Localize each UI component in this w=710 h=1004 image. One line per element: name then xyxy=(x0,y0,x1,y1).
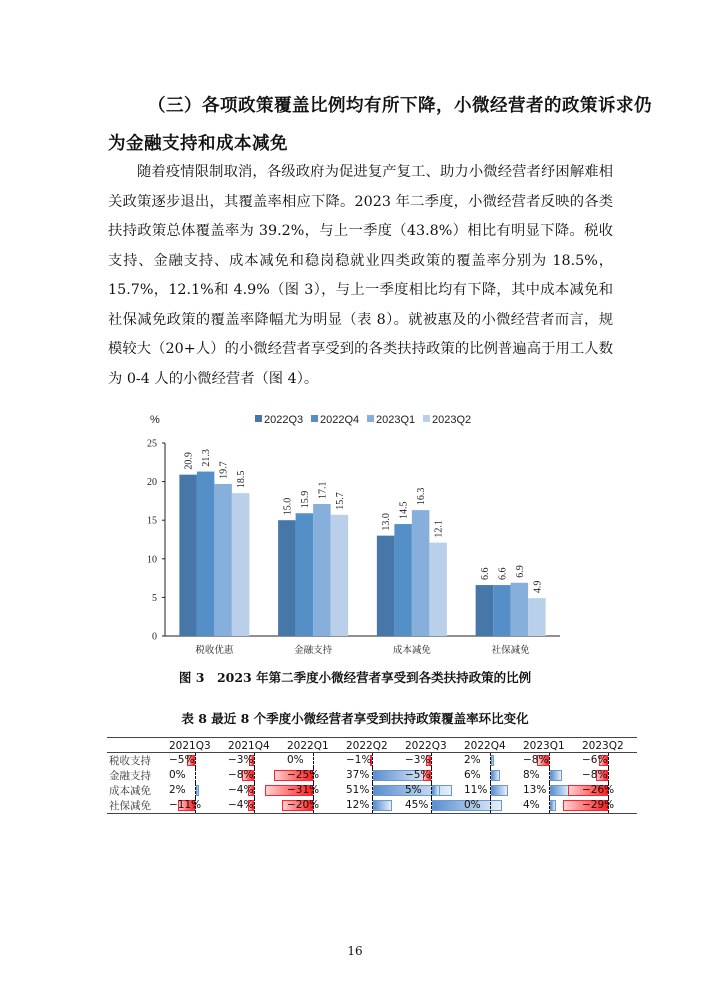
table-cell xyxy=(283,798,342,814)
cell-value: −25% xyxy=(287,769,320,781)
data-label: 13.0 xyxy=(381,513,393,531)
cell-value: 13% xyxy=(523,784,547,796)
cell-value: −8% xyxy=(582,769,608,781)
cell-value: −5% xyxy=(169,754,195,766)
y-tick-label: 25 xyxy=(147,438,157,450)
table-cell xyxy=(401,783,460,798)
legend-swatch xyxy=(423,415,430,422)
table-cell xyxy=(578,753,637,769)
cell-value: −4% xyxy=(228,784,254,796)
table-cell xyxy=(165,768,224,783)
table-cell xyxy=(578,768,637,783)
table-cell xyxy=(283,768,342,783)
page-number: 16 xyxy=(347,944,363,958)
data-label: 20.9 xyxy=(183,452,195,470)
column-header: 2022Q2 xyxy=(342,738,401,753)
positive-data-bar xyxy=(432,785,440,796)
data-label: 16.3 xyxy=(416,487,428,506)
table-cell xyxy=(460,768,519,783)
paragraph-text: 随着疫情限制取消，各级政府为促进复产复工、助力小微经营者纾困解难相关政策逐步退出，其覆盖率相应下降。2023 年二季度，小微经营者反映的各类扶持政策总体覆盖率为 39.2%，与上一季度（43.8%）相比有明显下降。税收支持、金融支持、成本减免和稳岗稳就业四类政策的覆盖率分别为 18.5%，15.7%，12.1%和 4.9%（图 3），与上一季度相比均有下降，其中成本减免和社保减免政策的覆盖率降幅尤为明显（表 8）。就被惠及的小微经营者而言，规模较大（20+人）的小微经营者享受到的各类扶持政策的比例普遍高于用工人数为 0-4 人的小微经营者（图 4）。 xyxy=(108,164,613,387)
table-cell xyxy=(283,753,342,769)
positive-data-bar xyxy=(196,785,199,796)
data-label: 21.3 xyxy=(201,449,213,467)
bar-chart xyxy=(140,400,570,660)
bar-2022Q3 xyxy=(278,520,296,636)
table-cell xyxy=(165,753,224,769)
body-paragraph xyxy=(108,158,613,394)
cell-value: 0% xyxy=(464,799,481,811)
column-header: 2023Q1 xyxy=(519,738,578,753)
cell-value: 2% xyxy=(464,754,481,766)
data-label: 4.9 xyxy=(532,580,544,594)
data-label: 12.1 xyxy=(433,520,445,538)
data-label: 18.5 xyxy=(236,470,248,489)
data-label: 15.7 xyxy=(334,492,346,510)
data-label: 19.7 xyxy=(218,461,230,479)
header-blank xyxy=(107,738,165,753)
zero-axis xyxy=(431,753,432,768)
table-caption: 表 8 最近 8 个季度小微经营者享受到扶持政策覆盖率环比变化 xyxy=(181,711,529,726)
zero-axis xyxy=(549,783,550,798)
zero-axis xyxy=(549,798,550,813)
column-header: 2023Q2 xyxy=(578,738,637,753)
column-header: 2021Q4 xyxy=(224,738,283,753)
zero-axis xyxy=(431,783,432,798)
bar-2022Q3 xyxy=(377,536,395,636)
table-cell xyxy=(460,798,519,814)
table-cell xyxy=(519,768,578,783)
cell-value: 2% xyxy=(169,784,186,796)
table-cell xyxy=(342,798,401,814)
cell-value: −1% xyxy=(346,754,372,766)
zero-axis xyxy=(608,768,609,783)
y-tick-label: 10 xyxy=(147,554,157,566)
bar-2023Q2 xyxy=(331,515,349,636)
cell-value: 0% xyxy=(287,754,304,766)
cell-value: −6% xyxy=(582,754,608,766)
cell-value: 6% xyxy=(464,769,481,781)
data-label: 6.9 xyxy=(514,565,526,578)
legend-label: 2023Q2 xyxy=(432,414,472,426)
cell-value: −3% xyxy=(228,754,254,766)
change-table xyxy=(107,737,637,814)
cell-value: 0% xyxy=(169,769,186,781)
bar-2023Q1 xyxy=(511,583,529,636)
cell-value: 37% xyxy=(346,769,370,781)
figure-caption: 图 3 2023 年第二季度小微经营者享受到各类扶持政策的比例 xyxy=(178,670,532,685)
positive-data-bar xyxy=(550,770,562,781)
table-header-row xyxy=(107,738,637,753)
zero-axis xyxy=(490,768,491,783)
table-cell xyxy=(460,753,519,769)
zero-axis xyxy=(254,798,255,813)
x-tick-label: 社保减免 xyxy=(491,645,530,656)
table-cell xyxy=(401,798,460,814)
table-row xyxy=(107,783,637,798)
positive-data-bar xyxy=(491,785,508,796)
row-label: 税收支持 xyxy=(109,755,151,767)
bar-2022Q3 xyxy=(179,475,197,636)
zero-axis xyxy=(195,768,196,783)
column-header: 2022Q3 xyxy=(401,738,460,753)
table-row xyxy=(107,798,637,814)
zero-axis xyxy=(549,753,550,768)
coverage-change-table xyxy=(107,737,637,814)
zero-axis xyxy=(195,753,196,768)
cell-value: −8% xyxy=(523,754,549,766)
cell-value: −11% xyxy=(169,799,202,811)
table-cell xyxy=(165,798,224,814)
bar-2022Q4 xyxy=(296,513,314,636)
x-tick-label: 成本减免 xyxy=(392,645,431,656)
legend-label: 2022Q4 xyxy=(320,414,360,426)
zero-axis xyxy=(372,768,373,783)
y-tick-label: 0 xyxy=(152,631,157,643)
zero-axis xyxy=(254,753,255,768)
legend-label: 2022Q3 xyxy=(264,414,304,426)
bar-2022Q4 xyxy=(493,585,511,636)
table-cell xyxy=(401,753,460,769)
bar-2023Q2 xyxy=(429,543,447,636)
row-label: 成本减免 xyxy=(109,785,151,797)
zero-axis xyxy=(313,753,314,768)
table-cell xyxy=(283,783,342,798)
table-row xyxy=(107,768,637,783)
table-row xyxy=(107,753,637,769)
zero-axis xyxy=(372,798,373,813)
cell-value: −31% xyxy=(287,784,320,796)
zero-axis xyxy=(490,753,491,768)
zero-axis xyxy=(254,768,255,783)
table-cell xyxy=(578,798,637,814)
table-cell xyxy=(342,753,401,769)
table-cell xyxy=(224,798,283,814)
data-label: 17.1 xyxy=(317,481,329,499)
cell-value: 4% xyxy=(523,799,540,811)
positive-data-bar xyxy=(550,800,556,811)
table-cell xyxy=(460,783,519,798)
bar-2023Q1 xyxy=(313,504,331,636)
row-label: 金融支持 xyxy=(109,770,151,782)
column-header: 2022Q4 xyxy=(460,738,519,753)
table-cell xyxy=(519,753,578,769)
table-cell xyxy=(578,783,637,798)
bar-2023Q2 xyxy=(528,598,546,636)
zero-axis xyxy=(372,783,373,798)
cell-value: 51% xyxy=(346,784,370,796)
cell-value: −8% xyxy=(228,769,254,781)
y-axis-label: % xyxy=(150,414,160,426)
cell-value: 45% xyxy=(405,799,429,811)
zero-axis xyxy=(490,798,491,813)
bar-2022Q4 xyxy=(197,472,215,636)
bar-2023Q2 xyxy=(232,493,250,636)
column-header: 2022Q1 xyxy=(283,738,342,753)
zero-axis xyxy=(195,783,196,798)
legend-swatch xyxy=(311,415,318,422)
cell-value: 12% xyxy=(346,799,370,811)
cell-value: −4% xyxy=(228,799,254,811)
legend-swatch xyxy=(255,415,262,422)
zero-axis xyxy=(372,753,373,768)
cell-value: 11% xyxy=(464,784,488,796)
data-label: 15.0 xyxy=(282,497,294,516)
positive-data-bar xyxy=(491,770,500,781)
zero-axis xyxy=(431,768,432,783)
section-heading-line1: （三）各项政策覆盖比例均有所下降，小微经营者的政策诉求仍 xyxy=(148,96,652,116)
y-tick-label: 15 xyxy=(147,515,157,527)
cell-value: 8% xyxy=(523,769,540,781)
bar-2023Q1 xyxy=(214,484,232,636)
cell-value: −29% xyxy=(582,799,615,811)
legend-label: 2023Q1 xyxy=(376,414,416,426)
data-label: 14.5 xyxy=(398,501,410,520)
cell-value: 5% xyxy=(405,784,422,796)
column-header: 2021Q3 xyxy=(165,738,224,753)
cell-value: −5% xyxy=(405,769,431,781)
zero-axis xyxy=(254,783,255,798)
y-tick-label: 5 xyxy=(152,592,157,604)
zero-axis xyxy=(490,783,491,798)
cell-value: −3% xyxy=(405,754,431,766)
table-cell xyxy=(401,768,460,783)
positive-data-bar xyxy=(491,755,494,766)
x-tick-label: 金融支持 xyxy=(294,645,333,656)
bar-2022Q3 xyxy=(476,585,494,636)
section-heading-line2: 为金融支持和成本减免 xyxy=(108,134,288,154)
cell-value: −26% xyxy=(582,784,615,796)
legend-swatch xyxy=(367,415,374,422)
bar-2023Q1 xyxy=(412,510,430,636)
data-label: 6.6 xyxy=(479,567,491,581)
data-label: 15.9 xyxy=(299,490,311,509)
data-label: 6.6 xyxy=(497,567,509,581)
cell-value: −20% xyxy=(287,799,320,811)
bar-2022Q4 xyxy=(394,524,412,636)
table-cell xyxy=(342,783,401,798)
zero-axis xyxy=(431,798,432,813)
row-label: 社保减免 xyxy=(107,798,165,814)
y-tick-label: 20 xyxy=(147,477,157,489)
table-cell xyxy=(224,753,283,769)
x-tick-label: 税收优惠 xyxy=(195,645,234,656)
table-cell xyxy=(342,768,401,783)
zero-axis xyxy=(608,753,609,768)
positive-data-bar xyxy=(373,800,392,811)
table-cell xyxy=(165,783,224,798)
zero-axis xyxy=(549,768,550,783)
